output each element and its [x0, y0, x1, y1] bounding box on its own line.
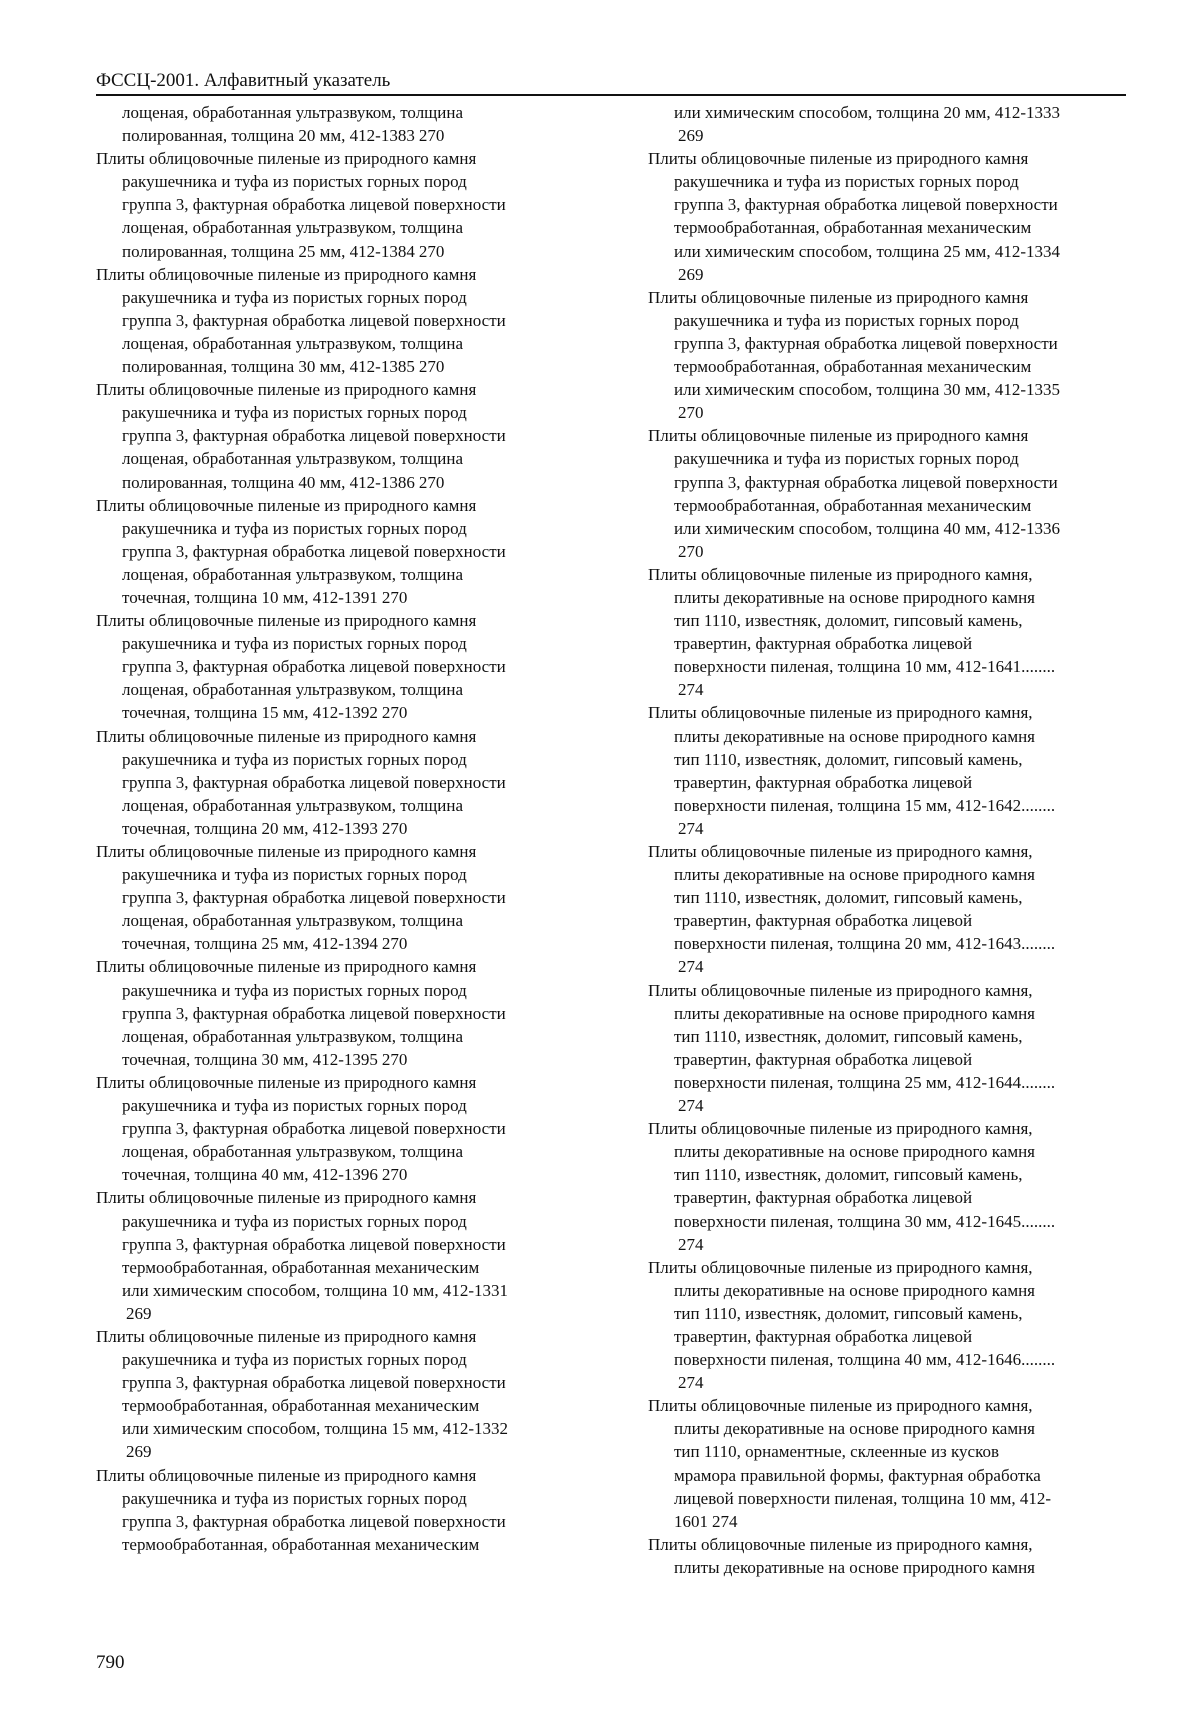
entry-leader-line: [96, 240, 602, 263]
entry-line: лощеная, обработанная ультразвуком, толщина: [122, 103, 464, 122]
entry-page-ref: 270: [418, 126, 445, 146]
entry-page-ref: 269: [126, 1442, 152, 1462]
entry-heading: Плиты облицовочные пиленые из природного камня,: [648, 1257, 1033, 1277]
entry-page-ref: 270: [381, 818, 408, 838]
entry-line: или химическим способом, толщина 40 мм, 412-1336: [674, 518, 1060, 538]
entry-line: группа 3, фактурная обработка лицевой поверхности: [122, 1003, 506, 1023]
entry-line: тип 1110, известняк, доломит, гипсовый камень,: [674, 611, 1023, 631]
entry-line: тип 1110, известняк, доломит, гипсовый камень,: [674, 1303, 1023, 1323]
entry-line: группа 3, фактурная обработка лицевой поверхности: [122, 772, 506, 792]
entry-leader-line: [96, 1163, 602, 1186]
entry-page-ref: 270: [381, 587, 408, 607]
index-entry: [96, 725, 602, 840]
entry-heading: Плиты облицовочные пиленые из природного камня: [96, 842, 477, 861]
entry-heading: Плиты облицовочные пиленые из природного камня,: [648, 842, 1033, 861]
entry-heading: Плиты облицовочные пиленые из природного камня: [96, 264, 477, 284]
entry-leader-line: [96, 124, 602, 147]
entry-line: плиты декоративные на основе природного камня: [674, 1419, 1036, 1439]
entry-line: группа 3, фактурная обработка лицевой поверхности: [122, 1119, 506, 1139]
entry-page-ref: 270: [418, 472, 445, 492]
entry-line: плиты декоративные на основе природного камня: [674, 1557, 1036, 1577]
entry-line: термообработанная, обработанная механическим: [122, 1534, 480, 1554]
entry-line: группа 3, фактурная обработка лицевой поверхности: [122, 1234, 506, 1254]
entry-line: ракушечника и туфа из пористых горных пород: [674, 310, 1019, 330]
index-entry: [96, 1325, 602, 1464]
index-entry: [96, 1071, 602, 1186]
index-entry: [648, 563, 1154, 702]
entry-line: лощеная, обработанная ультразвуком, толщина: [122, 333, 464, 353]
entry-leader-line: [648, 124, 1154, 147]
entry-page-ref: 269: [678, 126, 704, 146]
entry-line: полированная, толщина 40 мм, 412-1386: [122, 472, 415, 492]
entry-line: точечная, толщина 10 мм, 412-1391: [122, 587, 378, 607]
entry-line: полированная, толщина 30 мм, 412-1385: [122, 357, 415, 377]
entry-line: полированная, толщина 20 мм, 412-1383: [122, 126, 415, 146]
index-entry: [96, 840, 602, 955]
entry-heading: Плиты облицовочные пиленые из природного камня: [96, 611, 477, 631]
entry-page-ref: 270: [418, 241, 445, 261]
index-entry: [648, 1117, 1154, 1256]
entry-line: термообработанная, обработанная механическим: [674, 218, 1032, 238]
entry-line: мрамора правильной формы, фактурная обработка: [674, 1465, 1041, 1485]
entry-heading: Плиты облицовочные пиленые из природного камня: [96, 1465, 477, 1485]
index-entry: [96, 378, 602, 493]
entry-line: лощеная, обработанная ультразвуком, толщина: [122, 1026, 464, 1046]
index-entry: [96, 1186, 602, 1325]
entry-heading: Плиты облицовочные пиленые из природного камня: [96, 1188, 477, 1208]
entry-heading: Плиты облицовочные пиленые из природного камня: [96, 957, 477, 977]
entry-line: или химическим способом, толщина 25 мм, 412-1334: [674, 241, 1060, 261]
entry-line: лощеная, обработанная ультразвуком, толщина: [122, 680, 464, 700]
entry-line: термообработанная, обработанная механическим: [122, 1396, 480, 1416]
index-column-right: [648, 101, 1154, 1579]
entry-line: ракушечника и туфа из пористых горных пород: [122, 518, 467, 538]
entry-line: плиты декоративные на основе природного камня: [674, 726, 1036, 746]
entry-heading: Плиты облицовочные пиленые из природного камня: [648, 287, 1029, 307]
entry-line: травертин, фактурная обработка лицевой: [674, 1049, 973, 1069]
header-title: ФССЦ-2001. Алфавитный указатель: [96, 70, 391, 91]
index-entry: [648, 1394, 1154, 1533]
entry-leader-line: [648, 955, 1154, 978]
entry-line: точечная, толщина 40 мм, 412-1396: [122, 1165, 378, 1185]
index-entry: [96, 494, 602, 609]
entry-line: травертин, фактурная обработка лицевой: [674, 772, 973, 792]
entry-line: лощеная, обработанная ультразвуком, толщина: [122, 218, 464, 238]
entry-line: травертин, фактурная обработка лицевой: [674, 911, 973, 931]
entry-page-ref: 274: [712, 1511, 738, 1531]
entry-line: плиты декоративные на основе природного камня: [674, 865, 1036, 885]
index-entry: [648, 701, 1154, 840]
index-entry: [648, 840, 1154, 979]
entry-heading: Плиты облицовочные пиленые из природного камня: [96, 380, 477, 400]
index-entry: [648, 979, 1154, 1118]
entry-line: поверхности пиленая, толщина 30 мм, 412-1645........: [674, 1211, 1056, 1231]
entry-line: или химическим способом, толщина 10 мм, 412-1331: [122, 1280, 508, 1300]
index-entry: [96, 101, 602, 147]
entry-line: группа 3, фактурная обработка лицевой поверхности: [122, 195, 506, 215]
entry-line: полированная, толщина 25 мм, 412-1384: [122, 241, 415, 261]
entry-line: группа 3, фактурная обработка лицевой поверхности: [674, 195, 1058, 215]
entry-page-ref: 270: [381, 1165, 408, 1185]
entry-line: 1601: [674, 1511, 708, 1531]
entry-line: поверхности пиленая, толщина 25 мм, 412-1644........: [674, 1072, 1056, 1092]
entry-heading: Плиты облицовочные пиленые из природного камня: [96, 1072, 477, 1092]
index-entry: [96, 955, 602, 1070]
entry-line: ракушечника и туфа из пористых горных пород: [122, 980, 467, 1000]
entry-heading: Плиты облицовочные пиленые из природного камня,: [648, 1534, 1033, 1554]
entry-line: ракушечника и туфа из пористых горных пород: [122, 1211, 467, 1231]
entry-line: поверхности пиленая, толщина 10 мм, 412-1641........: [674, 657, 1056, 677]
entry-line: лощеная, обработанная ультразвуком, толщина: [122, 911, 464, 931]
index-entry: [648, 101, 1154, 147]
entry-page-ref: 274: [678, 1234, 704, 1254]
entry-page-ref: 269: [126, 1303, 152, 1323]
index-column-left: [96, 101, 602, 1556]
entry-page-ref: 270: [381, 934, 408, 954]
entry-page-ref: 274: [678, 1096, 704, 1116]
entry-page-ref: 274: [678, 957, 704, 977]
entry-line: термообработанная, обработанная механическим: [674, 357, 1032, 377]
entry-line: или химическим способом, толщина 20 мм, 412-1333: [674, 103, 1060, 122]
entry-line: тип 1110, известняк, доломит, гипсовый камень,: [674, 1026, 1023, 1046]
entry-heading: Плиты облицовочные пиленые из природного камня: [648, 149, 1029, 169]
entry-leader-line: [96, 817, 602, 840]
entry-leader-line: [648, 540, 1154, 563]
entry-page-ref: 274: [678, 1373, 704, 1393]
entry-line: группа 3, фактурная обработка лицевой поверхности: [122, 310, 506, 330]
entry-heading: Плиты облицовочные пиленые из природного камня: [96, 495, 477, 515]
entry-line: термообработанная, обработанная механическим: [122, 1257, 480, 1277]
page-number: 790: [96, 1652, 125, 1673]
entry-line: лощеная, обработанная ультразвуком, толщина: [122, 1142, 464, 1162]
entry-heading: Плиты облицовочные пиленые из природного камня,: [648, 564, 1033, 584]
entry-line: тип 1110, известняк, доломит, гипсовый камень,: [674, 749, 1023, 769]
entry-line: травертин, фактурная обработка лицевой: [674, 1326, 973, 1346]
entry-page-ref: 270: [678, 403, 704, 423]
entry-line: плиты декоративные на основе природного камня: [674, 1280, 1036, 1300]
entry-page-ref: 274: [678, 818, 704, 838]
entry-line: плиты декоративные на основе природного камня: [674, 1003, 1036, 1023]
entry-heading: Плиты облицовочные пиленые из природного камня,: [648, 1119, 1033, 1139]
entry-leader-line: [96, 701, 602, 724]
entry-line: лощеная, обработанная ультразвуком, толщина: [122, 449, 464, 469]
entry-line: термообработанная, обработанная механическим: [674, 495, 1032, 515]
entry-heading: Плиты облицовочные пиленые из природного камня,: [648, 1396, 1033, 1416]
entry-line: лицевой поверхности пиленая, толщина 10 мм, 412-: [674, 1488, 1052, 1508]
entry-line: плиты декоративные на основе природного камня: [674, 1142, 1036, 1162]
entry-line: точечная, толщина 30 мм, 412-1395: [122, 1049, 378, 1069]
entry-line: ракушечника и туфа из пористых горных пород: [122, 1350, 467, 1370]
entry-line: ракушечника и туфа из пористых горных пород: [674, 449, 1019, 469]
index-entry: [96, 1464, 602, 1556]
entry-leader-line: [96, 586, 602, 609]
entry-line: ракушечника и туфа из пористых горных пород: [122, 634, 467, 654]
entry-line: группа 3, фактурная обработка лицевой поверхности: [674, 333, 1058, 353]
entry-leader-line: [96, 932, 602, 955]
entry-leader-line: [648, 1233, 1154, 1256]
entry-leader-line: [96, 1440, 602, 1463]
entry-page-ref: 274: [678, 680, 704, 700]
entry-line: травертин, фактурная обработка лицевой: [674, 634, 973, 654]
entry-line: ракушечника и туфа из пористых горных пород: [122, 172, 467, 192]
entry-line: точечная, толщина 15 мм, 412-1392: [122, 703, 378, 723]
entry-line: ракушечника и туфа из пористых горных пород: [122, 749, 467, 769]
entry-line: лощеная, обработанная ультразвуком, толщина: [122, 795, 464, 815]
entry-line: группа 3, фактурная обработка лицевой поверхности: [122, 426, 506, 446]
entry-line: поверхности пиленая, толщина 40 мм, 412-1646........: [674, 1350, 1056, 1370]
entry-page-ref: 270: [678, 541, 704, 561]
entry-leader-line: [648, 1371, 1154, 1394]
entry-line: ракушечника и туфа из пористых горных пород: [674, 172, 1019, 192]
entry-line: группа 3, фактурная обработка лицевой поверхности: [122, 657, 506, 677]
entry-line: поверхности пиленая, толщина 15 мм, 412-1642........: [674, 795, 1056, 815]
entry-line: плиты декоративные на основе природного камня: [674, 587, 1036, 607]
entry-line: ракушечника и туфа из пористых горных пород: [122, 865, 467, 885]
entry-line: группа 3, фактурная обработка лицевой поверхности: [122, 888, 506, 908]
entry-line: группа 3, фактурная обработка лицевой поверхности: [122, 1373, 506, 1393]
index-entry: [648, 1256, 1154, 1395]
entry-line: тип 1110, известняк, доломит, гипсовый камень,: [674, 888, 1023, 908]
entry-line: группа 3, фактурная обработка лицевой поверхности: [122, 1511, 506, 1531]
running-header: [96, 68, 1126, 96]
entry-leader-line: [96, 355, 602, 378]
entry-leader-line: [96, 1302, 602, 1325]
index-entry: [648, 424, 1154, 563]
entry-leader-line: [648, 263, 1154, 286]
entry-line: точечная, толщина 25 мм, 412-1394: [122, 934, 378, 954]
entry-line: группа 3, фактурная обработка лицевой поверхности: [122, 541, 506, 561]
entry-line: точечная, толщина 20 мм, 412-1393: [122, 818, 378, 838]
index-entry: [96, 263, 602, 378]
entry-line: группа 3, фактурная обработка лицевой поверхности: [674, 472, 1058, 492]
entry-page-ref: 269: [678, 264, 704, 284]
entry-leader-line: [648, 817, 1154, 840]
entry-leader-line: [96, 1048, 602, 1071]
entry-leader-line: [648, 401, 1154, 424]
index-entry: [648, 1533, 1154, 1579]
entry-line: ракушечника и туфа из пористых горных пород: [122, 287, 467, 307]
entry-heading: Плиты облицовочные пиленые из природного камня,: [648, 703, 1033, 723]
entry-line: ракушечника и туфа из пористых горных пород: [122, 1488, 467, 1508]
entry-page-ref: 270: [418, 357, 445, 377]
entry-heading: Плиты облицовочные пиленые из природного камня: [96, 1326, 477, 1346]
entry-page-ref: 270: [381, 703, 408, 723]
index-entry: [96, 147, 602, 262]
entry-line: или химическим способом, толщина 15 мм, 412-1332: [122, 1419, 508, 1439]
entry-line: поверхности пиленая, толщина 20 мм, 412-1643........: [674, 934, 1056, 954]
entry-leader-line: [648, 1094, 1154, 1117]
entry-line: травертин, фактурная обработка лицевой: [674, 1188, 973, 1208]
entry-heading: Плиты облицовочные пиленые из природного камня: [648, 426, 1029, 446]
entry-line: тип 1110, известняк, доломит, гипсовый камень,: [674, 1165, 1023, 1185]
entry-heading: Плиты облицовочные пиленые из природного камня: [96, 149, 477, 169]
entry-line: лощеная, обработанная ультразвуком, толщина: [122, 564, 464, 584]
entry-line: тип 1110, орнаментные, склеенные из кусков: [674, 1442, 999, 1462]
index-entry: [648, 286, 1154, 425]
entry-heading: Плиты облицовочные пиленые из природного камня,: [648, 980, 1033, 1000]
index-entry: [648, 147, 1154, 286]
entry-leader-line: [648, 678, 1154, 701]
entry-line: ракушечника и туфа из пористых горных пород: [122, 403, 467, 423]
entry-heading: Плиты облицовочные пиленые из природного камня: [96, 726, 477, 746]
entry-line: или химическим способом, толщина 30 мм, 412-1335: [674, 380, 1060, 400]
entry-line: ракушечника и туфа из пористых горных пород: [122, 1096, 467, 1116]
entry-leader-line: [648, 1510, 1154, 1533]
entry-page-ref: 270: [381, 1049, 408, 1069]
entry-leader-line: [96, 471, 602, 494]
index-entry: [96, 609, 602, 724]
